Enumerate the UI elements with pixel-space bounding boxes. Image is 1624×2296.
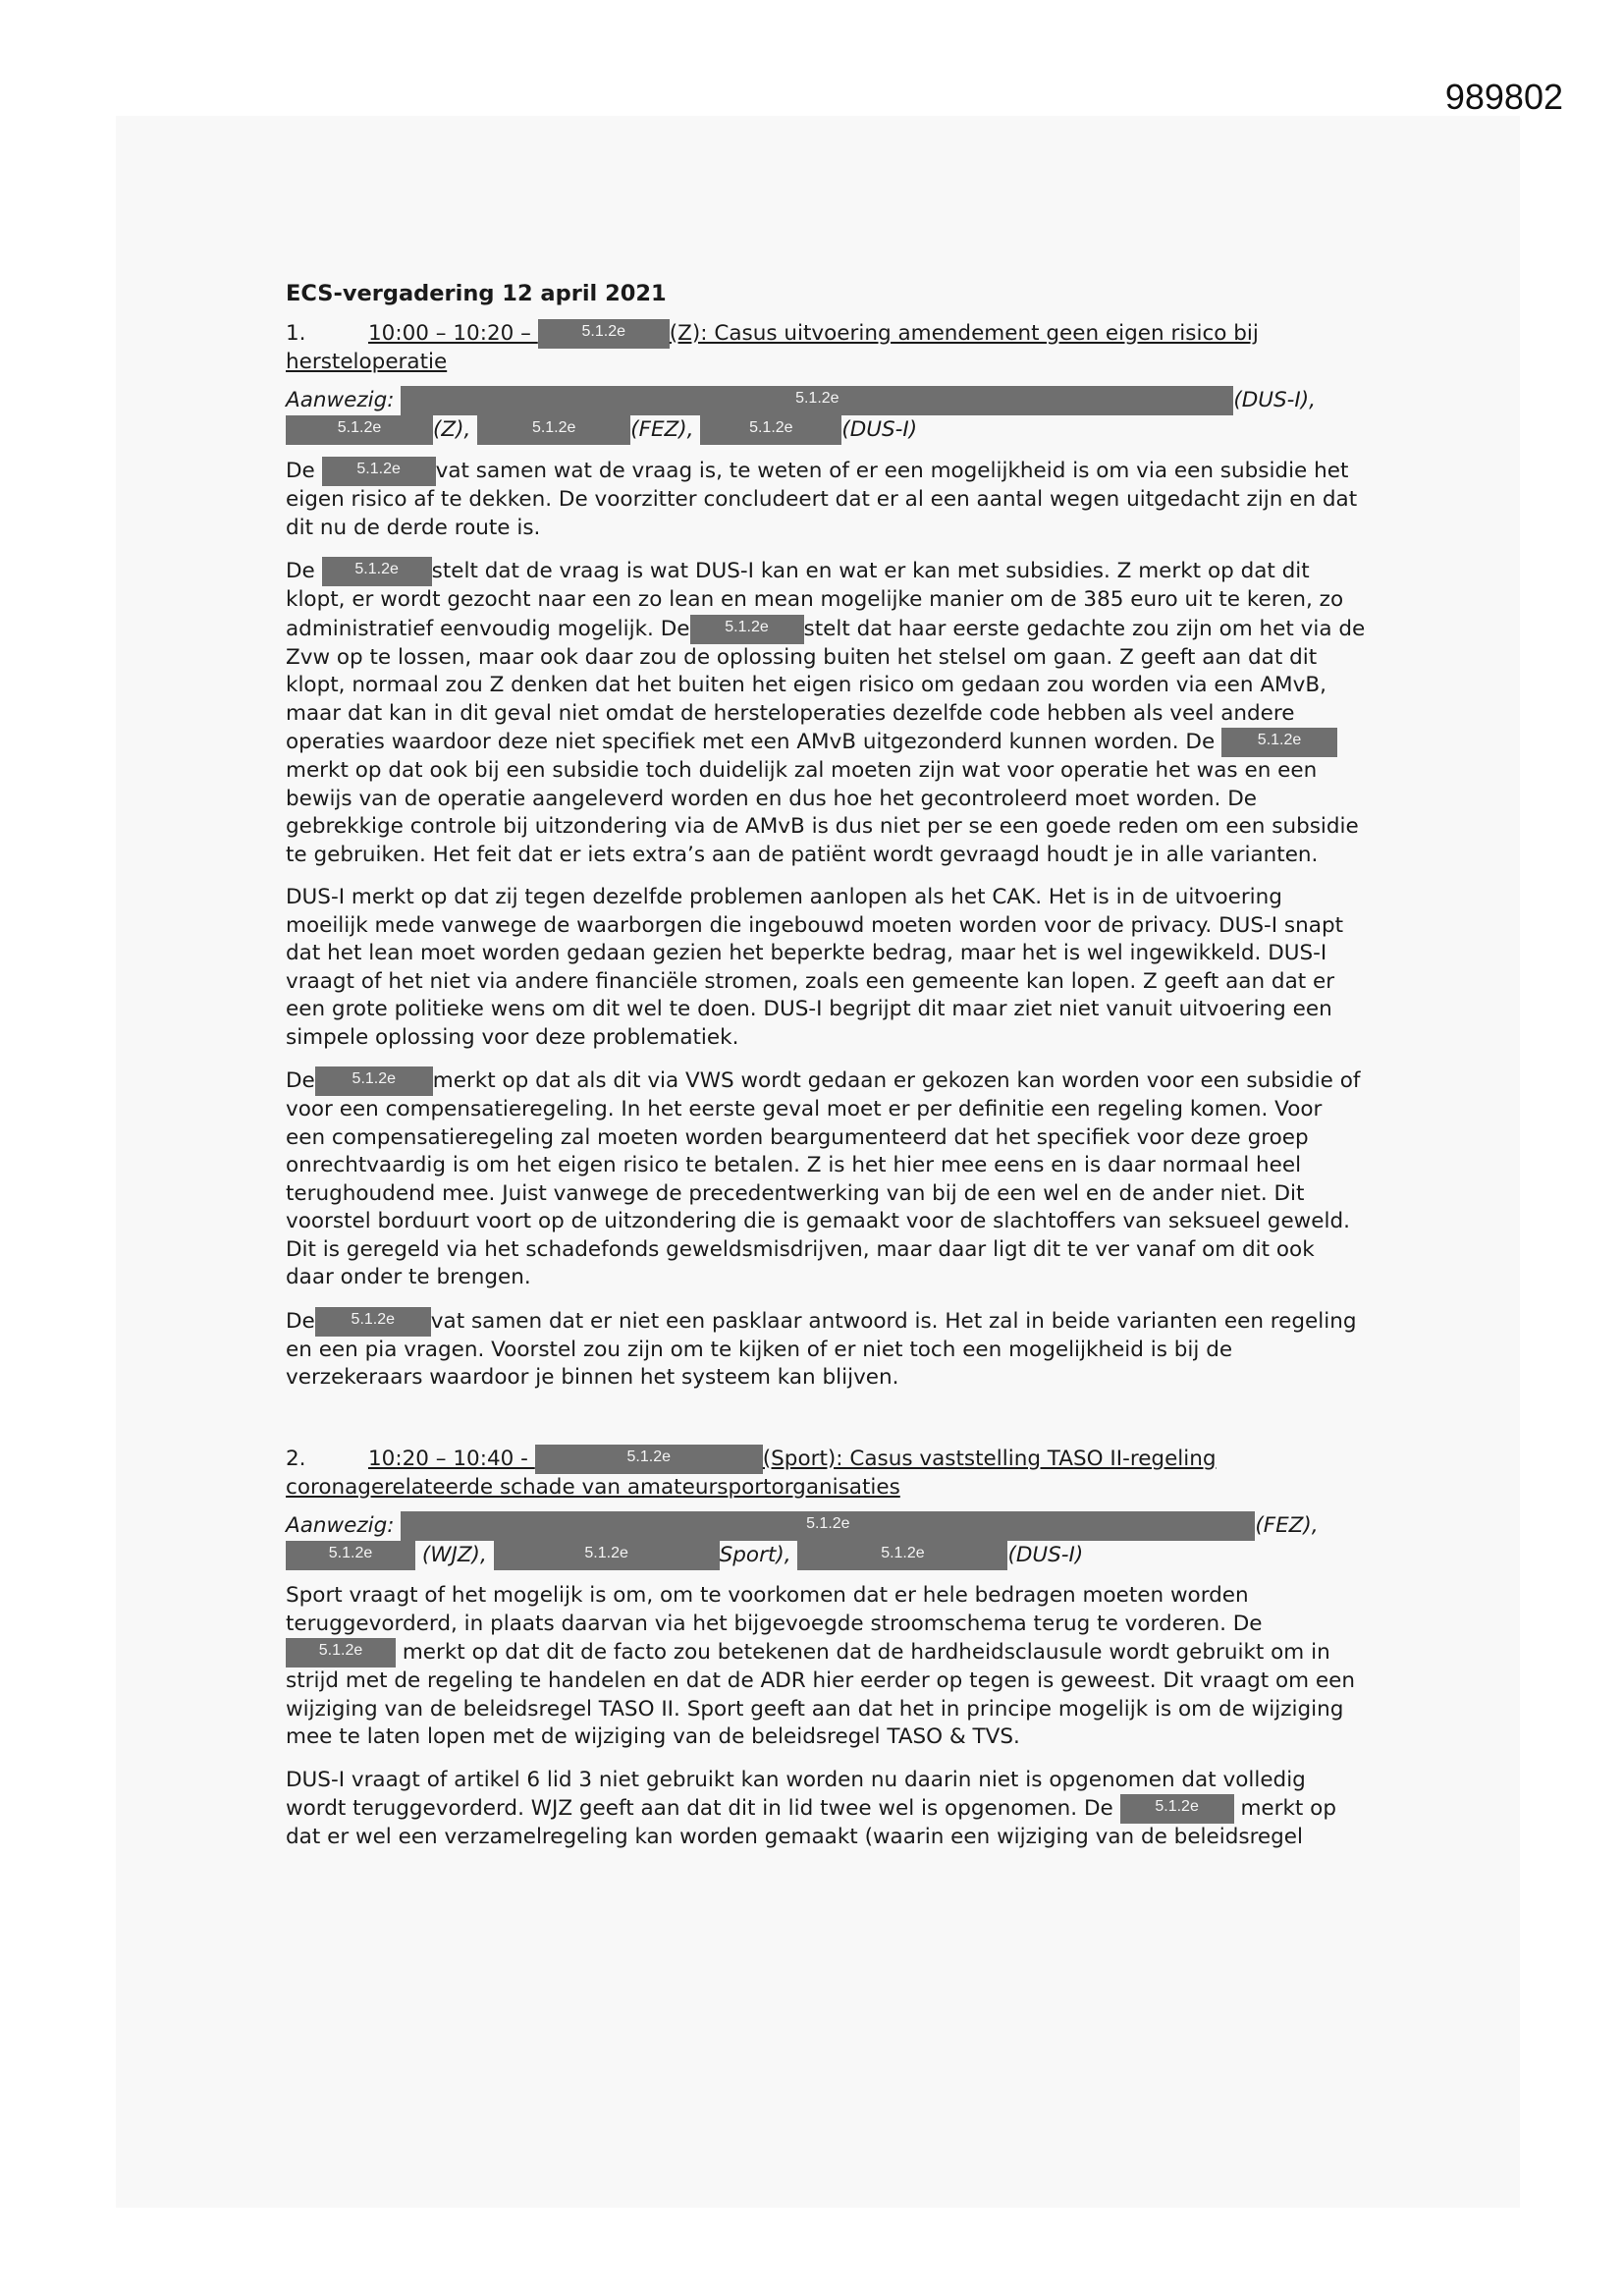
redaction-block: 5.1.2e	[286, 1541, 415, 1570]
attendee-org: (FEZ),	[1255, 1513, 1319, 1538]
paragraph: Sport vraagt of het mogelijk is om, om te voorkomen dat er hele bedragen moeten worden teruggevorderd, in plaats daarvan via het bijgevoegde stroomschema terug te vorderen. De 5.1.2e merkt op dat dit de facto zou betekenen dat de hardheidsclausule wordt gebruikt om in strijd met de regeling te handelen en dat de ADR hier eerder op tegen is geweest. Dit vraagt om een wijziging van de beleidsregel TASO II. Sport geeft aan dat het in principe mogelijk is om de wijziging mee te laten lopen met de wijziging van de beleidsregel TASO & TVS.	[286, 1583, 1355, 1749]
paragraph: De 5.1.2e merkt op dat als dit via VWS wordt gedaan er gekozen kan worden voor een subsidie of voor een compensatieregeling. In het eerste geval moet er per definitie een regeling komen. Voor een compensatieregeling zal moeten worden beargumenteerd dat het specifiek voor deze groep onrechtvaardig is om het eigen risico te betalen. Z is het hier mee eens en is daar normaal heel terughoudend mee. Juist vanwege de precedentwerking van bij de een wel en de ander niet. Dit voorstel borduurt voort op de uitzondering die is gemaakt voor de slachtoffers van seksueel geweld. Dit is geregeld via het schadefonds geweldsmisdrijven, maar daar ligt dit te ver vanaf om dit ook daar onder te brengen.	[286, 1068, 1361, 1289]
redaction-block: 5.1.2e	[538, 319, 670, 349]
redaction-block: 5.1.2e	[494, 1541, 720, 1570]
redaction-block: 5.1.2e	[322, 557, 432, 586]
attendee-org: (FEZ),	[630, 417, 694, 442]
redaction-block: 5.1.2e	[700, 415, 841, 445]
paragraph: De 5.1.2e vat samen wat de vraag is, te weten of er een mogelijkheid is om via een subsidie het eigen risico af te dekken. De voorzitter concludeert dat er al een aantal wegen uitgedacht zijn en dat dit nu de derde route is.	[286, 459, 1358, 540]
redaction-block: 5.1.2e	[1221, 728, 1337, 757]
paragraph: De 5.1.2e stelt dat de vraag is wat DUS-I kan en wat er kan met subsidies. Z merkt op dat dit klopt, er wordt gezocht naar een zo lean en mean mogelijke manier om de 385 euro uit te keren, zo administratief eenvoudig mogelijk. De 5.1.2e stelt dat haar eerste gedachte zou zijn om het via de Zvw op te lossen, maar ook daar zou de oplossing buiten het stelsel om gaan. Z geeft aan dat dit klopt, normaal zou Z denken dat het buiten het eigen risico om gedaan zou worden via een AMvB, maar dat kan in dit geval niet omdat de hersteloperaties dezelfde code hebben als veel andere operaties waardoor deze niet specifiek met een AMvB uitgezonderd kunnen worden. De 5.1.2emerkt op dat ook bij een subsidie toch duidelijk zal moeten zijn wat voor operatie het was en een bewijs van de operatie aangeleverd worden en dus hoe het gecontroleerd moet worden. De gebrekkige controle bij uitzondering via de AMvB is dus niet per se een goede reden om een subsidie te gebruiken. Het feit dat er iets extra’s aan de patiënt wordt gevraagd houdt je in alle varianten.	[286, 559, 1366, 867]
attendee-org: (DUS-I)	[1007, 1543, 1084, 1567]
agenda-item-2-heading	[286, 1445, 1366, 1503]
redaction-block: 5.1.2e	[322, 457, 436, 486]
paragraph: De 5.1.2e vat samen dat er niet een pasklaar antwoord is. Het zal in beide varianten een regeling en een pia vragen. Voorstel zou zijn om te kijken of er niet toch een mogelijkheid is bij de verzekeraars waardoor je binnen het systeem kan blijven.	[286, 1308, 1357, 1390]
redaction-block: 5.1.2e	[797, 1541, 1007, 1570]
agenda-item-number: 2.	[286, 1446, 306, 1471]
paragraph: DUS-I vraagt of artikel 6 lid 3 niet gebruikt kan worden nu daarin niet is opgenomen dat volledig wordt teruggevorderd. WJZ geeft aan dat dit in lid twee wel is opgenomen. De 5.1.2e merkt op dat er wel een verzamelregeling kan worden gemaakt (waarin een wijziging van de beleidsregel	[286, 1767, 1336, 1849]
attendee-org: (Z),	[433, 417, 471, 442]
attendee-org: (WJZ),	[421, 1543, 487, 1567]
agenda-item-number: 1.	[286, 320, 306, 346]
agenda-item-time: 10:00 – 10:20 –	[368, 320, 538, 346]
redaction-block: 5.1.2e	[1120, 1794, 1234, 1824]
agenda-item-subject: (Sport): Casus vaststelling TASO II-regeling coronagerelateerde schade van amateursportorganisaties	[286, 1446, 1217, 1500]
redaction-block: 5.1.2e	[477, 415, 630, 445]
redaction-block: 5.1.2e	[315, 1307, 431, 1337]
attendees-1	[286, 386, 1366, 445]
redaction-block: 5.1.2e	[401, 386, 1233, 415]
redaction-block: 5.1.2e	[286, 1638, 396, 1667]
redaction-block: 5.1.2e	[315, 1066, 433, 1096]
attendee-org: (DUS-I),	[1233, 388, 1316, 412]
attendees-label: Aanwezig:	[286, 1513, 395, 1538]
document-body	[286, 280, 1366, 1867]
paragraph: DUS-I merkt op dat zij tegen dezelfde problemen aanlopen als het CAK. Het is in de uitvoering moeilijk mede vanwege de waarborgen die ingebouwd moeten worden voor de privacy. DUS-I snapt dat het lean moet worden gedaan gezien het beperkte bedrag, maar het is wel ingewikkeld. DUS-I vraagt of het niet via andere financiële stromen, zoals een gemeente kan lopen. Z geeft aan dat er een grote politieke wens om dit wel te doen. DUS-I begrijpt dit maar ziet niet vanuit uitvoering een simpele oplossing voor deze problematiek.	[286, 885, 1344, 1050]
redaction-block: 5.1.2e	[535, 1445, 763, 1474]
attendee-org: Sport),	[719, 1543, 791, 1567]
spacer	[286, 1407, 1366, 1445]
redaction-block: 5.1.2e	[690, 615, 804, 644]
document-number: 989802	[1444, 77, 1563, 117]
meeting-title: ECS-vergadering 12 april 2021	[286, 281, 667, 306]
attendees-label: Aanwezig:	[286, 388, 395, 412]
agenda-item-1-heading	[286, 319, 1366, 377]
agenda-item-subject: (Z): Casus uitvoering amendement geen eigen risico bij hersteloperatie	[286, 320, 1259, 374]
agenda-item-time: 10:20 – 10:40 -	[368, 1446, 535, 1471]
redaction-block: 5.1.2e	[286, 415, 433, 445]
attendees-2	[286, 1511, 1366, 1570]
attendee-org: (DUS-I)	[841, 417, 918, 442]
redaction-block: 5.1.2e	[401, 1511, 1255, 1541]
